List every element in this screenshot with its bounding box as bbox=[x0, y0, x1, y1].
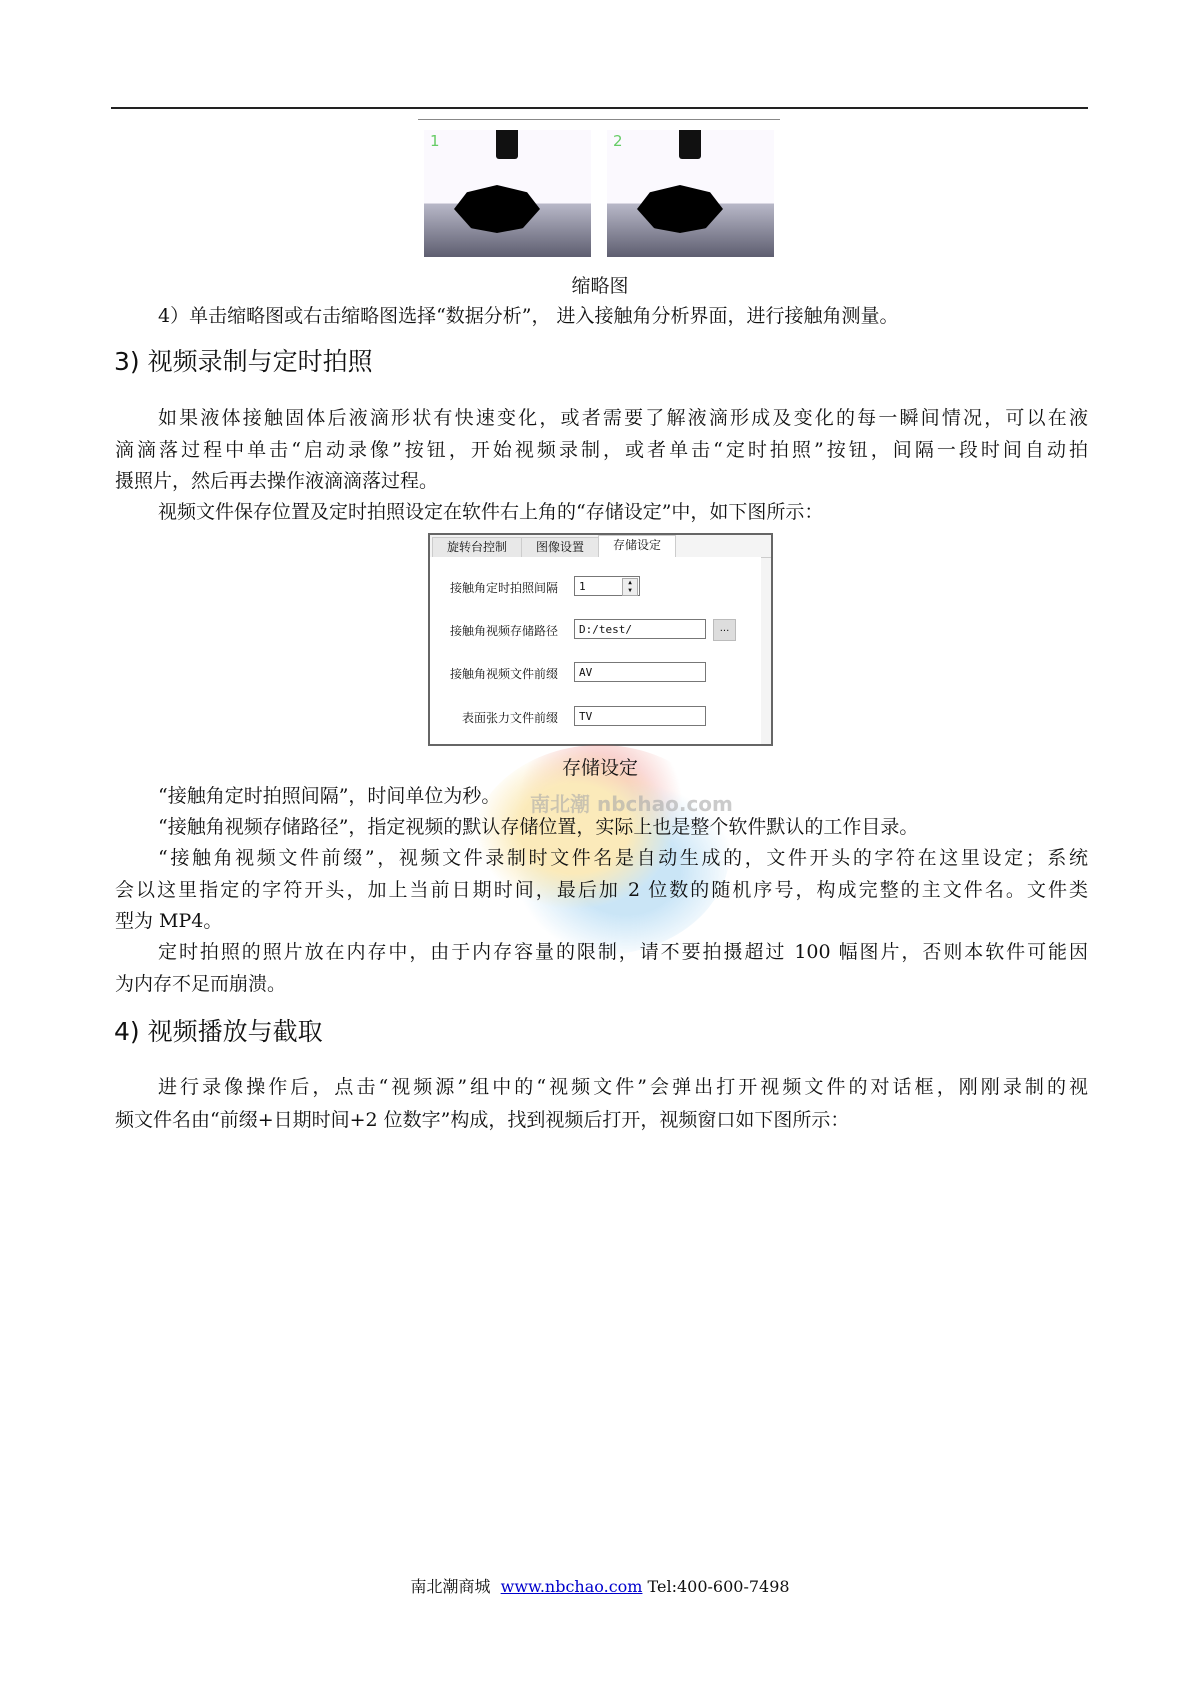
paragraph-line: 如果液体接触固体后液滴形状有快速变化，或者需要了解液滴形成及变化的每一瞬间情况，可以在液 bbox=[158, 407, 1088, 429]
paragraph-line: 滴滴落过程中单击“启动录像”按钮，开始视频录制，或者单击“定时拍照”按钮，间隔一段时间自动拍 bbox=[115, 439, 1088, 461]
thumbnail-number: 1 bbox=[430, 132, 440, 150]
note-line: 会以这里指定的字符开头，加上当前日期时间，最后加 2 位数的随机序号，构成完整的主文件名。文件类 bbox=[115, 879, 1088, 901]
thumbnail-1[interactable] bbox=[424, 130, 591, 257]
video-prefix-input[interactable]: AV bbox=[574, 662, 706, 682]
note-line: 型为 MP4。 bbox=[115, 910, 223, 932]
thumbnail-figure bbox=[418, 119, 780, 257]
tab-rotation-control[interactable]: 旋转台控制 bbox=[432, 537, 522, 557]
note-line: 定时拍照的照片放在内存中，由于内存容量的限制，请不要拍摄超过 100 幅图片，否则本软件可能因 bbox=[158, 941, 1088, 963]
paragraph-line: 频文件名由“前缀+日期时间+2 位数字”构成，找到视频后打开，视频窗口如下图所示： bbox=[115, 1109, 850, 1131]
browse-button[interactable]: ... bbox=[713, 619, 736, 641]
section-heading: 4) 视频播放与截取 bbox=[114, 1017, 323, 1046]
settings-panel bbox=[430, 557, 761, 744]
paragraph-line: 视频文件保存位置及定时拍照设定在软件右上角的“存储设定”中，如下图所示： bbox=[158, 501, 824, 523]
tension-prefix-label: 表面张力文件前缀 bbox=[461, 711, 558, 725]
thumbnail-number: 2 bbox=[613, 132, 623, 150]
tab-storage-settings[interactable]: 存储设定 bbox=[598, 535, 676, 558]
tab-bar bbox=[430, 535, 771, 558]
footer-link[interactable]: www.nbchao.com bbox=[500, 1577, 643, 1596]
header-rule bbox=[111, 107, 1088, 109]
thumbnail-2[interactable] bbox=[607, 130, 774, 257]
footer-tel: Tel:400-600-7498 bbox=[647, 1577, 790, 1596]
note-line: 为内存不足而崩溃。 bbox=[115, 973, 287, 995]
note-line: “接触角视频存储路径”，指定视频的默认存储位置，实际上也是整个软件默认的工作目录。 bbox=[158, 816, 919, 838]
tab-image-settings[interactable]: 图像设置 bbox=[521, 537, 599, 557]
note-line: “接触角定时拍照间隔”，时间单位为秒。 bbox=[158, 785, 501, 807]
interval-label: 接触角定时拍照间隔 bbox=[449, 581, 558, 595]
footer-company: 南北潮商城 bbox=[410, 1577, 491, 1596]
step-text: 4）单击缩略图或右击缩略图选择“数据分析”， 进入接触角分析界面，进行接触角测量。 bbox=[158, 305, 899, 327]
needle-icon bbox=[496, 130, 518, 159]
paragraph-line: 进行录像操作后，点击“视频源”组中的“视频文件”会弹出打开视频文件的对话框，刚刚录制的视 bbox=[158, 1076, 1088, 1098]
needle-icon bbox=[679, 130, 701, 159]
storage-settings-dialog bbox=[428, 533, 773, 746]
figure-caption: 缩略图 bbox=[571, 275, 629, 297]
watermark-text: 南北潮 nbchao.com bbox=[530, 792, 733, 816]
droplet-icon bbox=[454, 185, 540, 233]
tension-prefix-input[interactable]: TV bbox=[574, 706, 706, 726]
video-prefix-label: 接触角视频文件前缀 bbox=[449, 667, 558, 681]
note-line: “接触角视频文件前缀”，视频文件录制时文件名是自动生成的，文件开头的字符在这里设定；系统 bbox=[158, 847, 1088, 869]
figure-caption: 存储设定 bbox=[561, 757, 638, 779]
interval-value: 1 bbox=[579, 580, 586, 593]
section-heading: 3) 视频录制与定时拍照 bbox=[114, 347, 373, 376]
paragraph-line: 摄照片，然后再去操作液滴滴落过程。 bbox=[115, 470, 439, 492]
spin-arrows-icon[interactable]: ▲ ▼ bbox=[622, 578, 638, 596]
interval-spinner[interactable] bbox=[574, 576, 640, 596]
video-path-input[interactable]: D:/test/ bbox=[574, 619, 706, 639]
video-path-label: 接触角视频存储路径 bbox=[449, 624, 558, 638]
page-footer bbox=[0, 1574, 1200, 1597]
droplet-icon bbox=[637, 185, 723, 233]
